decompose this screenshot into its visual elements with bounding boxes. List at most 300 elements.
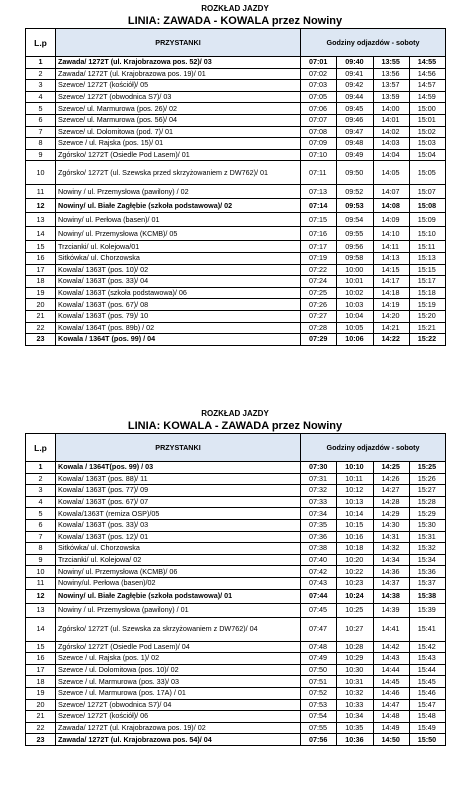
departure-time: 07:42: [301, 566, 337, 578]
table-row: [26, 322, 446, 334]
departure-time: 14:46: [373, 687, 409, 699]
row-number: 6: [26, 519, 56, 531]
departure-time: 10:33: [337, 699, 373, 711]
stop-name: Nowiny/ ul. Perłowa (basen)/ 01: [56, 213, 301, 227]
times-header: Godziny odjazdów - soboty: [301, 434, 446, 462]
table-row: [26, 641, 446, 653]
times-header: Godziny odjazdów - soboty: [301, 29, 446, 57]
departure-time: 07:30: [301, 462, 337, 474]
table-row: [26, 676, 446, 688]
departure-time: 07:48: [301, 641, 337, 653]
row-number: 22: [26, 322, 56, 334]
departure-time: 14:19: [373, 299, 409, 311]
departure-time: 14:29: [373, 508, 409, 520]
row-number: 14: [26, 617, 56, 641]
table-row: [26, 299, 446, 311]
stop-name: Kowala/ 1363T (pos. 33)/ 03: [56, 519, 301, 531]
row-number: 12: [26, 199, 56, 213]
departure-time: 14:42: [373, 641, 409, 653]
row-number: 15: [26, 641, 56, 653]
main-title: ROZKŁAD JAZDY: [201, 409, 269, 418]
departure-time: 10:15: [337, 519, 373, 531]
departure-time: 09:50: [337, 161, 373, 185]
table-row: [26, 252, 446, 264]
stop-name: Szewce / ul. Marmurowa (pos. 33)/ 03: [56, 676, 301, 688]
departure-time: 07:14: [301, 199, 337, 213]
departure-time: 07:38: [301, 543, 337, 555]
row-number: 4: [26, 496, 56, 508]
departure-time: 14:31: [373, 531, 409, 543]
stops-header: PRZYSTANKI: [56, 29, 301, 57]
table-row: [26, 334, 446, 346]
departure-time: 13:59: [373, 91, 409, 103]
stop-name: Zawada/ 1272T (ul. Krajobrazowa pos. 19)/ 02: [56, 722, 301, 734]
departure-time: 14:41: [373, 617, 409, 641]
departure-time: 14:22: [373, 334, 409, 346]
departure-time: 07:52: [301, 687, 337, 699]
table-row: [26, 138, 446, 150]
departure-time: 10:13: [337, 496, 373, 508]
row-number: 7: [26, 126, 56, 138]
table-row: [26, 185, 446, 199]
timetable-body: [26, 462, 446, 746]
stop-name: Sitkówka/ ul. Chorzowska: [56, 252, 301, 264]
table-row: [26, 531, 446, 543]
departure-time: 07:34: [301, 508, 337, 520]
departure-time: 15:10: [409, 227, 445, 241]
row-number: 14: [26, 227, 56, 241]
departure-time: 09:40: [337, 57, 373, 69]
stop-name: Kowala/1363T (remiza OSP)/05: [56, 508, 301, 520]
departure-time: 15:17: [409, 276, 445, 288]
departure-time: 14:10: [373, 227, 409, 241]
departure-time: 07:32: [301, 485, 337, 497]
departure-time: 09:55: [337, 227, 373, 241]
row-number: 15: [26, 241, 56, 253]
departure-time: 15:41: [409, 617, 445, 641]
row-number: 2: [26, 473, 56, 485]
departure-time: 10:22: [337, 566, 373, 578]
table-row: [26, 149, 446, 161]
stop-name: Kowala/ 1363T (pos. 77)/ 09: [56, 485, 301, 497]
departure-time: 10:05: [337, 322, 373, 334]
row-number: 1: [26, 57, 56, 69]
lp-header: L.p: [26, 29, 56, 57]
departure-time: 07:33: [301, 496, 337, 508]
departure-time: 14:45: [373, 676, 409, 688]
departure-time: 14:48: [373, 711, 409, 723]
stop-name: Nowiny / ul. Przemysłowa (pawilony) / 02: [56, 185, 301, 199]
table-row: [26, 68, 446, 80]
stop-name: Trzcianki/ ul. Kolejowa/01: [56, 241, 301, 253]
stop-name: Nowiny/ ul. Białe Zagłębie (szkoła podstawowa)/ 01: [56, 589, 301, 603]
departure-time: 15:20: [409, 310, 445, 322]
departure-time: 15:11: [409, 241, 445, 253]
departure-time: 10:12: [337, 485, 373, 497]
departure-time: 14:17: [373, 276, 409, 288]
departure-time: 09:48: [337, 138, 373, 150]
departure-time: 10:04: [337, 310, 373, 322]
departure-time: 15:19: [409, 299, 445, 311]
stop-name: Kowala/ 1363T (pos. 67)/ 08: [56, 299, 301, 311]
table-row: [26, 485, 446, 497]
departure-time: 15:28: [409, 496, 445, 508]
row-number: 1: [26, 462, 56, 474]
row-number: 7: [26, 531, 56, 543]
departure-time: 10:20: [337, 554, 373, 566]
row-number: 20: [26, 699, 56, 711]
departure-time: 13:57: [373, 80, 409, 92]
table-header-row: [26, 434, 446, 462]
stop-name: Kowala/ 1363T (pos. 67)/ 07: [56, 496, 301, 508]
departure-time: 14:08: [373, 199, 409, 213]
table-row: [26, 462, 446, 474]
table-row: [26, 554, 446, 566]
departure-time: 07:07: [301, 114, 337, 126]
departure-time: 09:46: [337, 114, 373, 126]
departure-time: 14:13: [373, 252, 409, 264]
departure-time: 09:45: [337, 103, 373, 115]
stop-name: Kowala/ 1363T (szkoła podstawowa)/ 06: [56, 287, 301, 299]
row-number: 16: [26, 653, 56, 665]
stop-name: Nowiny/ ul. Białe Zagłębie (szkoła podstawowa)/ 02: [56, 199, 301, 213]
stop-name: Kowala / 1364T (pos. 99) / 04: [56, 334, 301, 346]
table-row: [26, 199, 446, 213]
departure-time: 14:56: [409, 68, 445, 80]
departure-time: 09:47: [337, 126, 373, 138]
departure-time: 15:30: [409, 519, 445, 531]
departure-time: 15:03: [409, 138, 445, 150]
table-row: [26, 699, 446, 711]
stop-name: Zawada/ 1272T (ul. Krajobrazowa pos. 52)/ 03: [56, 57, 301, 69]
stop-name: Kowala/ 1363T (pos. 33)/ 04: [56, 276, 301, 288]
departure-time: 07:43: [301, 577, 337, 589]
row-number: 11: [26, 185, 56, 199]
table-row: [26, 496, 446, 508]
stop-name: Zgórsko/ 1272T (Osiedle Pod Lasem)/ 01: [56, 149, 301, 161]
departure-time: 07:40: [301, 554, 337, 566]
table-row: [26, 508, 446, 520]
table-header-row: [26, 29, 446, 57]
row-number: 20: [26, 299, 56, 311]
departure-time: 10:27: [337, 617, 373, 641]
departure-time: 10:02: [337, 287, 373, 299]
departure-time: 10:30: [337, 664, 373, 676]
departure-time: 14:02: [373, 126, 409, 138]
departure-time: 14:27: [373, 485, 409, 497]
table-row: [26, 566, 446, 578]
stop-name: Szewce/ 1272T (kościół)/ 05: [56, 80, 301, 92]
departure-time: 15:08: [409, 199, 445, 213]
departure-time: 15:39: [409, 603, 445, 617]
table-row: [26, 687, 446, 699]
departure-time: 09:42: [337, 80, 373, 92]
departure-time: 14:32: [373, 543, 409, 555]
row-number: 13: [26, 213, 56, 227]
stop-name: Szewce/ 1272T (obwodnica S7)/ 04: [56, 699, 301, 711]
departure-time: 10:11: [337, 473, 373, 485]
row-number: 17: [26, 664, 56, 676]
departure-time: 09:56: [337, 241, 373, 253]
departure-time: 15:42: [409, 641, 445, 653]
departure-time: 15:38: [409, 589, 445, 603]
stop-name: Sitkówka/ ul. Chorzowska: [56, 543, 301, 555]
departure-time: 14:47: [373, 699, 409, 711]
stop-name: Szewce/ 1272T (kościół)/ 06: [56, 711, 301, 723]
main-title: ROZKŁAD JAZDY: [201, 4, 269, 13]
row-number: 8: [26, 543, 56, 555]
departure-time: 14:59: [409, 91, 445, 103]
row-number: 9: [26, 149, 56, 161]
departure-time: 14:20: [373, 310, 409, 322]
departure-time: 07:13: [301, 185, 337, 199]
row-number: 10: [26, 566, 56, 578]
table-row: [26, 617, 446, 641]
departure-time: 07:25: [301, 287, 337, 299]
departure-time: 15:15: [409, 264, 445, 276]
departure-time: 07:47: [301, 617, 337, 641]
table-row: [26, 589, 446, 603]
departure-time: 09:58: [337, 252, 373, 264]
departure-time: 15:27: [409, 485, 445, 497]
stop-name: Kowala / 1364T(pos. 99) / 03: [56, 462, 301, 474]
departure-time: 14:15: [373, 264, 409, 276]
departure-time: 10:14: [337, 508, 373, 520]
departure-time: 15:37: [409, 577, 445, 589]
departure-time: 14:04: [373, 149, 409, 161]
stop-name: Szewce / ul. Rajska (pos. 15)/ 01: [56, 138, 301, 150]
timetable-kowala-zawada: [25, 408, 445, 746]
table-row: [26, 57, 446, 69]
departure-time: 07:36: [301, 531, 337, 543]
departure-time: 07:19: [301, 252, 337, 264]
table-row: [26, 161, 446, 185]
row-number: 5: [26, 508, 56, 520]
departure-time: 15:31: [409, 531, 445, 543]
departure-time: 09:53: [337, 199, 373, 213]
departure-time: 10:29: [337, 653, 373, 665]
departure-time: 14:03: [373, 138, 409, 150]
departure-time: 10:10: [337, 462, 373, 474]
departure-time: 07:17: [301, 241, 337, 253]
departure-time: 14:21: [373, 322, 409, 334]
row-number: 18: [26, 676, 56, 688]
table-row: [26, 310, 446, 322]
table-row: [26, 711, 446, 723]
stop-name: Szewce / ul. Dolomitowa (pos. 10)/ 02: [56, 664, 301, 676]
departure-time: 10:28: [337, 641, 373, 653]
row-number: 16: [26, 252, 56, 264]
row-number: 2: [26, 68, 56, 80]
departure-time: 07:27: [301, 310, 337, 322]
departure-time: 14:26: [373, 473, 409, 485]
departure-time: 07:24: [301, 276, 337, 288]
row-number: 21: [26, 310, 56, 322]
row-number: 19: [26, 687, 56, 699]
departure-time: 10:24: [337, 589, 373, 603]
stop-name: Szewce/ ul. Marmurowa (pos. 26)/ 02: [56, 103, 301, 115]
departure-time: 15:32: [409, 543, 445, 555]
departure-time: 15:00: [409, 103, 445, 115]
row-number: 21: [26, 711, 56, 723]
departure-time: 14:30: [373, 519, 409, 531]
row-number: 18: [26, 276, 56, 288]
departure-time: 15:50: [409, 734, 445, 746]
table-row: [26, 126, 446, 138]
departure-time: 07:53: [301, 699, 337, 711]
stop-name: Zgórsko/ 1272T (ul. Szewska przed skrzyżowaniem z DW762)/ 01: [56, 161, 301, 185]
stop-name: Trzcianki/ ul. Kolejowa/ 02: [56, 554, 301, 566]
row-number: 9: [26, 554, 56, 566]
departure-time: 15:34: [409, 554, 445, 566]
departure-time: 14:09: [373, 213, 409, 227]
departure-time: 15:25: [409, 462, 445, 474]
departure-time: 09:54: [337, 213, 373, 227]
table-row: [26, 473, 446, 485]
departure-time: 14:11: [373, 241, 409, 253]
departure-time: 07:45: [301, 603, 337, 617]
table-row: [26, 241, 446, 253]
departure-time: 10:32: [337, 687, 373, 699]
departure-time: 07:56: [301, 734, 337, 746]
stop-name: Kowala/ 1364T (pos. 89b) / 02: [56, 322, 301, 334]
departure-time: 09:49: [337, 149, 373, 161]
departure-time: 07:08: [301, 126, 337, 138]
stop-name: Szewce/ ul. Dolomitowa (pod. 7)/ 01: [56, 126, 301, 138]
departure-time: 07:16: [301, 227, 337, 241]
table-row: [26, 287, 446, 299]
departure-time: 07:01: [301, 57, 337, 69]
departure-time: 15:02: [409, 126, 445, 138]
departure-time: 10:01: [337, 276, 373, 288]
departure-time: 07:10: [301, 149, 337, 161]
timetable-zawada-kowala: [25, 3, 445, 346]
departure-time: 07:06: [301, 103, 337, 115]
stop-name: Kowala/ 1363T (pos. 12)/ 01: [56, 531, 301, 543]
departure-time: 15:36: [409, 566, 445, 578]
departure-time: 15:05: [409, 161, 445, 185]
stop-name: Nowiny/ul. Perłowa (basen)/02: [56, 577, 301, 589]
departure-time: 10:25: [337, 603, 373, 617]
departure-time: 07:31: [301, 473, 337, 485]
table-row: [26, 519, 446, 531]
departure-time: 15:22: [409, 334, 445, 346]
table-row: [26, 91, 446, 103]
stop-name: Zgórsko/ 1272T (Osiedle Pod Lasem)/ 04: [56, 641, 301, 653]
stop-name: Kowala/ 1363T (pos. 79)/ 10: [56, 310, 301, 322]
timetable-body: [26, 57, 446, 346]
timetable-table: [25, 433, 446, 746]
departure-time: 14:28: [373, 496, 409, 508]
departure-time: 07:15: [301, 213, 337, 227]
departure-time: 14:50: [373, 734, 409, 746]
departure-time: 07:28: [301, 322, 337, 334]
departure-time: 13:55: [373, 57, 409, 69]
departure-time: 15:04: [409, 149, 445, 161]
departure-time: 15:45: [409, 676, 445, 688]
row-number: 23: [26, 734, 56, 746]
row-number: 3: [26, 485, 56, 497]
departure-time: 07:50: [301, 664, 337, 676]
departure-time: 10:36: [337, 734, 373, 746]
departure-time: 15:44: [409, 664, 445, 676]
table-row: [26, 664, 446, 676]
table-row: [26, 734, 446, 746]
departure-time: 14:25: [373, 462, 409, 474]
departure-time: 07:09: [301, 138, 337, 150]
row-number: 6: [26, 114, 56, 126]
departure-time: 15:48: [409, 711, 445, 723]
stop-name: Nowiny / ul. Przemysłowa (pawilony) / 01: [56, 603, 301, 617]
departure-time: 14:01: [373, 114, 409, 126]
stops-header: PRZYSTANKI: [56, 434, 301, 462]
departure-time: 14:43: [373, 653, 409, 665]
table-row: [26, 276, 446, 288]
departure-time: 10:16: [337, 531, 373, 543]
departure-time: 14:49: [373, 722, 409, 734]
departure-time: 10:18: [337, 543, 373, 555]
stop-name: Zawada/ 1272T (ul. Krajobrazowa pos. 19)/ 01: [56, 68, 301, 80]
table-row: [26, 103, 446, 115]
departure-time: 14:57: [409, 80, 445, 92]
departure-time: 15:46: [409, 687, 445, 699]
stop-name: Szewce/ 1272T (obwodnica S7)/ 03: [56, 91, 301, 103]
departure-time: 09:52: [337, 185, 373, 199]
departure-time: 15:13: [409, 252, 445, 264]
departure-time: 15:49: [409, 722, 445, 734]
departure-time: 07:02: [301, 68, 337, 80]
departure-time: 10:31: [337, 676, 373, 688]
stop-name: Kowala/ 1363T (pos. 10)/ 02: [56, 264, 301, 276]
table-row: [26, 722, 446, 734]
row-number: 4: [26, 91, 56, 103]
departure-time: 14:05: [373, 161, 409, 185]
row-number: 10: [26, 161, 56, 185]
departure-time: 14:00: [373, 103, 409, 115]
departure-time: 14:36: [373, 566, 409, 578]
departure-time: 15:09: [409, 213, 445, 227]
departure-time: 07:49: [301, 653, 337, 665]
stop-name: Zgórsko/ 1272T (ul. Szewska za skrzyżowaniem z DW762)/ 04: [56, 617, 301, 641]
departure-time: 14:55: [409, 57, 445, 69]
departure-time: 09:41: [337, 68, 373, 80]
departure-time: 10:03: [337, 299, 373, 311]
table-row: [26, 653, 446, 665]
departure-time: 10:34: [337, 711, 373, 723]
departure-time: 10:00: [337, 264, 373, 276]
row-number: 17: [26, 264, 56, 276]
line-title: LINIA: ZAWADA - KOWALA przez Nowiny: [127, 15, 343, 27]
departure-time: 14:44: [373, 664, 409, 676]
departure-time: 13:56: [373, 68, 409, 80]
table-row: [26, 577, 446, 589]
row-number: 13: [26, 603, 56, 617]
departure-time: 15:26: [409, 473, 445, 485]
row-number: 23: [26, 334, 56, 346]
departure-time: 07:55: [301, 722, 337, 734]
stop-name: Szewce / ul. Marmurowa (pos. 17A) / 01: [56, 687, 301, 699]
lp-header: L.p: [26, 434, 56, 462]
line-title: LINIA: KOWALA - ZAWADA przez Nowiny: [127, 420, 343, 432]
row-number: 12: [26, 589, 56, 603]
row-number: 8: [26, 138, 56, 150]
departure-time: 07:29: [301, 334, 337, 346]
table-row: [26, 80, 446, 92]
stop-name: Nowiny/ ul. Przemysłowa (KCMB)/ 05: [56, 227, 301, 241]
departure-time: 14:39: [373, 603, 409, 617]
table-row: [26, 114, 446, 126]
row-number: 11: [26, 577, 56, 589]
